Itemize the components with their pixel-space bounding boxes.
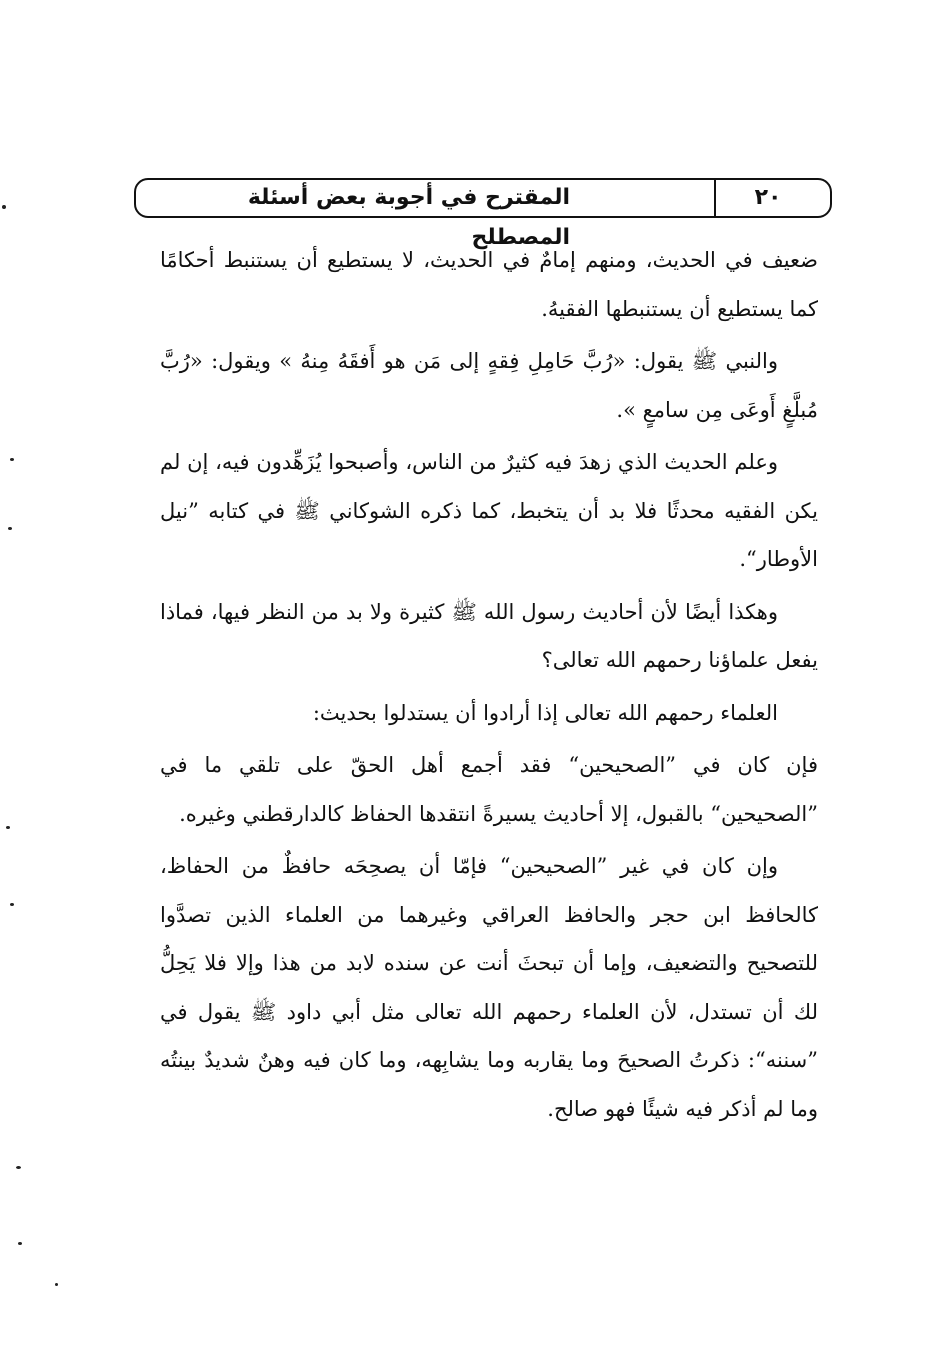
scan-speck	[2, 205, 6, 209]
scan-speck	[10, 903, 14, 906]
scan-speck	[16, 1166, 21, 1169]
paragraph-1: ضعيف في الحديث، ومنهم إمامٌ في الحديث، لا يستطيع أن يستنبط أحكامًا كما يستطيع أن يستنبطها الفقيهُ.	[160, 248, 818, 321]
paragraph-5: العلماء رحمهم الله تعالى إذا أرادوا أن يستدلوا بحديث:	[312, 700, 778, 725]
paragraph-2: والنبي ﷺ يقول: «رُبَّ حَامِلِ فِقهٍ إلى مَن هو أَفقَهُ مِنهُ » ويقول: «رُبَّ مُبلَّغٍ أَوعَى مِن سامعٍ ».	[160, 349, 818, 422]
scan-speck	[8, 527, 12, 530]
scan-speck	[6, 826, 10, 829]
book-title: المقترح في أجوبة بعض أسئلة المصطلح	[247, 185, 570, 250]
paragraph-6: فإن كان في ”الصحيحين“ فقد أجمع أهل الحقّ على تلقي ما في ”الصحيحين“ بالقبول، إلا أحاديث يسيرةً انتقدها الحفاظ كالدارقطني وغيره.	[160, 753, 818, 826]
scan-speck	[10, 458, 14, 461]
scan-speck	[55, 1283, 58, 1286]
paragraph-7: وإن كان في غير ”الصحيحين“ فإمّا أن يصحِحَه حافظٌ من الحفاظ، كالحافظ ابن حجر والحافظ العراقي وغيرهما من العلماء الذين تصدَّوا للتصحيح والتضعيف، وإما أن تبحثَ أنت عن سنده لابد من هذا وإلا فلا يَحِلُّ لك أن تستدل، لأن العلماء رحمهم الله تعالى مثل أبي داود ﷺ يقول في ”سننه“: ذكرتُ الصحيحَ وما يقاربه وما يشابِهه، وما كان فيه وهنٌ شديدٌ بينتُه وما لم أذكر فيه شيئًا فهو صالح.	[160, 854, 818, 1121]
scan-speck	[18, 1242, 22, 1245]
paragraph-3: وعلم الحديث الذي زهدَ فيه كثيرٌ من الناس، وأصبحوا يُزَهِّدون فيه، إن لم يكن الفقيه محدثًا فلا بد أن يتخبط، كما ذكره الشوكاني ﷺ في كتابه ”نيل الأوطار“.	[160, 450, 818, 571]
header-divider	[714, 180, 716, 216]
paragraph-4: وهكذا أيضًا لأن أحاديث رسول الله ﷺ كثيرة ولا بد من النظر فيها، فماذا يفعل علماؤنا رحمهم الله تعالى؟	[160, 599, 818, 672]
page-body	[160, 236, 818, 1137]
page-number: ٢٠	[754, 185, 782, 210]
